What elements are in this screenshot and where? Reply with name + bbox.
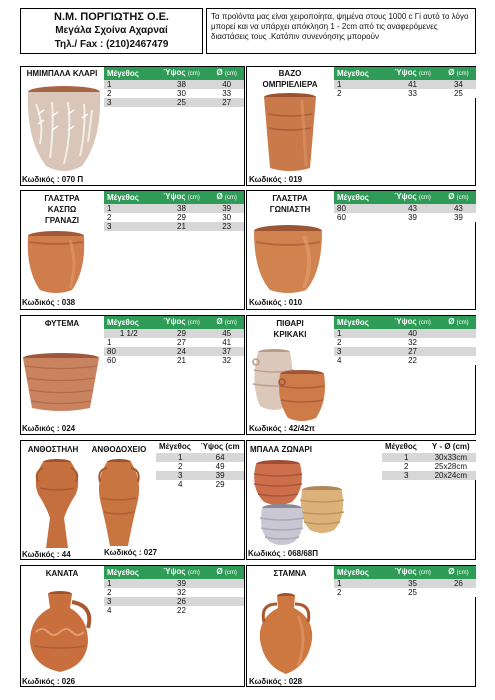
product-code: Κωδικός : 028	[249, 677, 303, 686]
pot-image-jug	[22, 588, 96, 674]
company-phone: Τηλ./ Fax : (210)2467479	[54, 39, 169, 50]
col-size: Μέγεθος	[334, 67, 384, 80]
table-row: 1 38 39	[104, 204, 244, 213]
table-row: 4 29	[156, 480, 244, 489]
size-table	[382, 441, 476, 480]
product-code: Κωδικός : 068/68Π	[248, 549, 319, 558]
table-row: 3 20x24cm	[382, 471, 476, 480]
pot-image-flower-vase	[96, 458, 142, 548]
pot-image-corner-planter	[252, 224, 324, 296]
table-row: 60 39 39	[334, 213, 476, 222]
company-address: Μεγάλα Σχοίνα Αχαρναί	[55, 25, 168, 36]
col-size: Μέγεθος	[334, 316, 384, 329]
product-code: Κωδικός : 038	[22, 298, 76, 307]
col-diameter: Ø (cm)	[441, 191, 476, 204]
col-height: Ύψος (cm)	[384, 67, 441, 80]
product-code-2: Κωδικός : 027	[104, 548, 158, 557]
col-diameter: Ø (cm)	[441, 67, 476, 80]
size-table	[334, 67, 476, 98]
product-code: Κωδικός : 024	[22, 424, 76, 433]
table-row: 2 33 25	[334, 89, 476, 98]
table-row: 4 22	[104, 606, 244, 615]
table-row: 80 43 43	[334, 204, 476, 213]
product-code: Κωδικός : 070 Π	[22, 175, 84, 184]
size-table	[104, 566, 244, 615]
size-table	[334, 566, 476, 597]
col-height: Ύψος (cm)	[154, 67, 210, 80]
size-table	[156, 441, 244, 489]
col-height: Ύψος (cm)	[154, 316, 210, 329]
table-row: 80 24 37	[104, 347, 244, 356]
table-row: 2 25	[334, 588, 476, 597]
size-table	[104, 316, 244, 365]
company-header	[20, 8, 203, 54]
col-size: Μέγεθος	[156, 441, 196, 453]
product-title-2: ΑΝΘΟΔΟΧΕΙΟ	[91, 445, 147, 454]
pot-image-gear-planter	[26, 230, 86, 296]
col-size: Μέγεθος	[382, 441, 426, 453]
table-row: 2 32	[334, 338, 476, 347]
table-row: 3 21 23	[104, 222, 244, 231]
col-height: Ύψος (cm)	[154, 191, 210, 204]
col-size: Μέγεθος	[104, 566, 154, 579]
size-table	[334, 316, 476, 365]
col-diameter: Ø (cm)	[441, 316, 476, 329]
pot-image-stamna	[256, 592, 316, 676]
product-title: ΓΛΑΣΤΡΑ ΓΩΝΙΑΣΤΗ	[269, 194, 311, 214]
table-row: 1 40	[334, 329, 476, 338]
col-height: Ύψος (cm)	[384, 316, 441, 329]
table-row: 1 27 41	[104, 338, 244, 347]
table-row: 1 64	[156, 453, 244, 462]
product-title: ΓΛΑΣΤΡΑ ΚΑΣΠΩ ΓΡΑΝΑΖΙ	[44, 194, 80, 225]
pot-image-ring-jars	[250, 344, 330, 424]
table-row: 3 39	[156, 471, 244, 480]
table-row: 1 35 26	[334, 579, 476, 588]
col-size: Μέγεθος	[104, 67, 154, 80]
size-table	[104, 67, 244, 107]
table-row: 3 25 27	[104, 98, 244, 107]
col-dimensions: Υ - Ø (cm)	[426, 441, 476, 453]
product-title: ΑΝΘΟΣΤΗΛΗ	[27, 445, 79, 454]
pot-image-umbrella-vase	[262, 92, 318, 174]
col-height: Ύψος (cm)	[384, 191, 441, 204]
col-size: Μέγεθος	[334, 566, 384, 579]
table-row: 1 1/2 29 45	[104, 329, 244, 338]
table-row: 1 41 34	[334, 80, 476, 89]
col-diameter: Ø (cm)	[209, 191, 244, 204]
table-row: 2 29 30	[104, 213, 244, 222]
table-row: 60 21 32	[104, 356, 244, 365]
table-row: 2 25x28cm	[382, 462, 476, 471]
product-code: Κωδικός : 019	[249, 175, 303, 184]
size-table	[104, 191, 244, 231]
table-row: 3 26	[104, 597, 244, 606]
product-title: ΒΑΖΟ ΟΜΠΡΙΕΛΙΕΡΑ	[262, 69, 318, 89]
col-height: Ύψος (cm	[196, 441, 244, 453]
table-row: 4 22	[334, 356, 476, 365]
table-row: 2 30 33	[104, 89, 244, 98]
table-row: 3 27	[334, 347, 476, 356]
col-size: Μέγεθος	[104, 316, 154, 329]
company-name: Ν.Μ. ΠΟΡΓΙΩΤΗΣ Ο.Ε.	[54, 11, 169, 23]
col-size: Μέγεθος	[334, 191, 384, 204]
product-title: ΚΑΝΑΤΑ	[45, 569, 79, 578]
product-code: Κωδικός : 42/42π	[249, 424, 315, 433]
product-title: ΗΜΙΜΠΑΛΑ ΚΛΑΡΙ	[26, 69, 98, 78]
col-diameter: Ø (cm)	[209, 316, 244, 329]
product-title: ΣΤΑΜΝΑ	[273, 569, 307, 578]
product-title: ΦΥΤΕΜΑ	[44, 319, 80, 328]
pot-image-planter-bowl	[22, 352, 100, 414]
table-row: 1 39	[104, 579, 244, 588]
table-row: 2 49	[156, 462, 244, 471]
product-code: Κωδικός : 44	[22, 550, 71, 559]
col-diameter: Ø (cm)	[209, 566, 244, 579]
table-row: 1 38 40	[104, 80, 244, 89]
pot-image-belt-balls	[250, 458, 348, 546]
size-table	[334, 191, 476, 222]
table-row: 1 30x33cm	[382, 453, 476, 462]
handmade-note: Τα προϊόντα μας είναι χειροποίητα, ψημένα στους 1000 c Γί αυτό το λόγο μπορεί και να υπάρχει απόκληση 1 - 2cm από τις αναφερόμενες διαστάσεις τους .Κατόπιν συνενόησης μπορούν	[206, 8, 476, 54]
col-height: Ύψος (cm)	[154, 566, 210, 579]
product-code: Κωδικός : 026	[22, 677, 76, 686]
product-title: ΠΙΘΑΡΙ ΚΡΙΚΑΚΙ	[273, 319, 307, 339]
col-height: Ύψος (cm)	[384, 566, 441, 579]
col-size: Μέγεθος	[104, 191, 154, 204]
product-title: ΜΠΑΛΑ ΖΩΝΑΡΙ	[250, 445, 312, 454]
table-row: 2 32	[104, 588, 244, 597]
col-diameter: Ø (cm)	[441, 566, 476, 579]
col-diameter: Ø (cm)	[209, 67, 244, 80]
pot-image-flower-column	[32, 458, 82, 552]
pot-image-half-ball	[24, 84, 104, 176]
product-code: Κωδικός : 010	[249, 298, 303, 307]
